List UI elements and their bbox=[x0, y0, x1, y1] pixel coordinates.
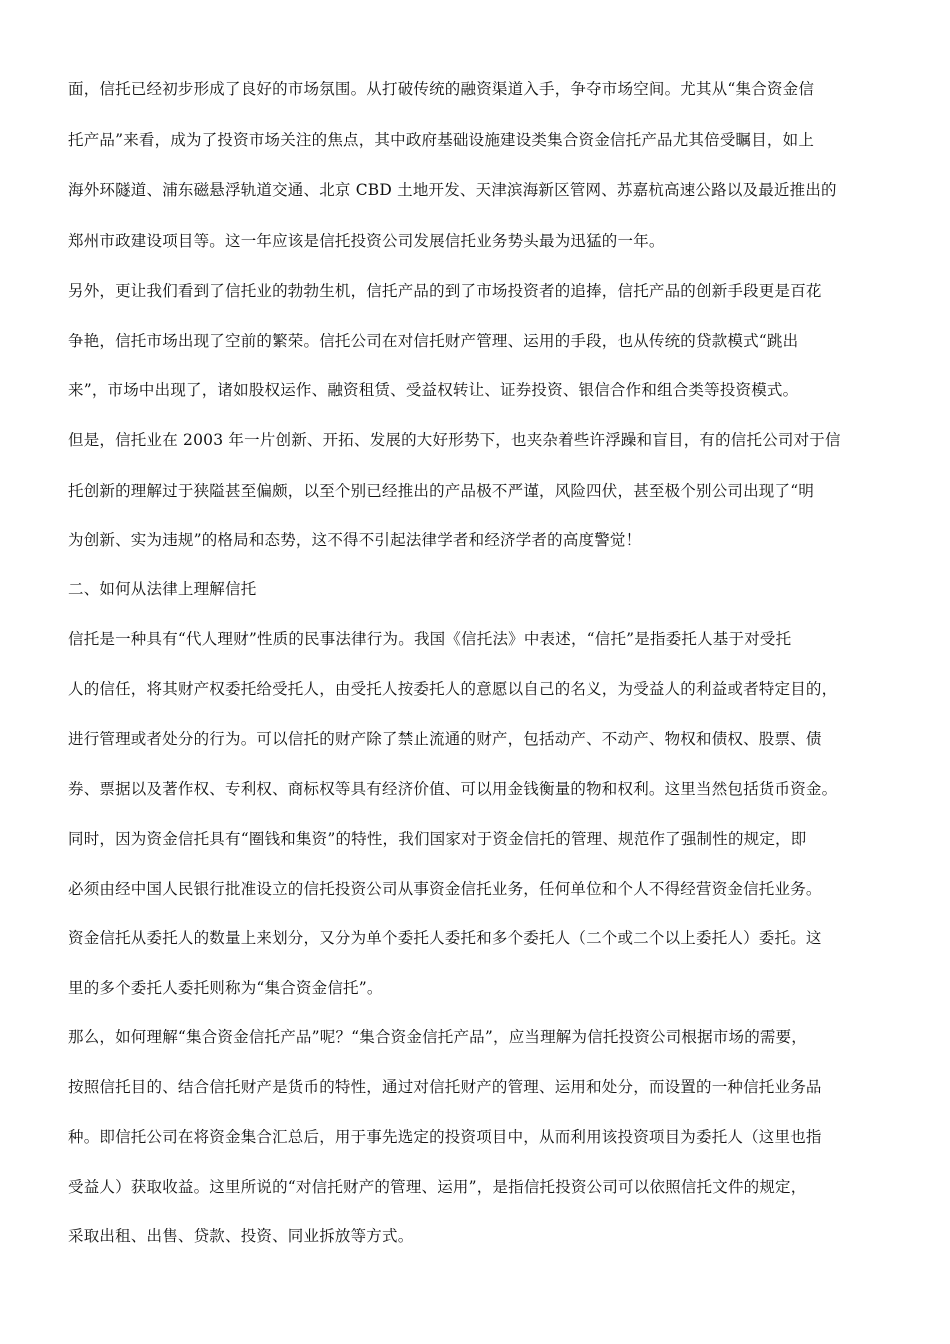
text-line: 为创新、实为违规”的格局和态势，这不得不引起法律学者和经济学者的高度警觉！ bbox=[68, 531, 642, 549]
text-line: 种。即信托公司在将资金集合汇总后，用于事先选定的投资项目中，从而利用该投资项目为委托人（这里也指 bbox=[68, 1128, 822, 1146]
text-line: 必须由经中国人民银行批准设立的信托投资公司从事资金信托业务，任何单位和个人不得经营资金信托业务。 bbox=[68, 880, 822, 898]
text-line: 托创新的理解过于狭隘甚至偏颇，以至个别已经推出的产品极不严谨，风险四伏，甚至极个别公司出现了“明 bbox=[68, 482, 815, 500]
text-line: 郑州市政建设项目等。这一年应该是信托投资公司发展信托业务势头最为迅猛的一年。 bbox=[68, 232, 665, 250]
text-line: 但是，信托业在 2003 年一片创新、开拓、发展的大好形势下，也夹杂着些许浮躁和盲目，有的信托公司对于信 bbox=[68, 431, 841, 449]
text-line: 人的信任，将其财产权委托给受托人，由受托人按委托人的意愿以自己的名义，为受益人的利益或者特定目的， bbox=[68, 680, 838, 698]
text-line: 资金信托从委托人的数量上来划分，又分为单个委托人委托和多个委托人（二个或二个以上委托人）委托。这 bbox=[68, 929, 822, 947]
text-line: 争艳，信托市场出现了空前的繁荣。信托公司在对信托财产管理、运用的手段，也从传统的贷款模式“跳出 bbox=[68, 332, 799, 350]
text-line: 面，信托已经初步形成了良好的市场氛围。从打破传统的融资渠道入手，争夺市场空间。尤其从“集合资金信 bbox=[68, 80, 815, 98]
text-line: 进行管理或者处分的行为。可以信托的财产除了禁止流通的财产，包括动产、不动产、物权和债权、股票、债 bbox=[68, 730, 822, 748]
text-line: 信托是一种具有“代人理财”性质的民事法律行为。我国《信托法》中表述，“信托”是指委托人基于对受托 bbox=[68, 630, 792, 648]
text-line: 另外，更让我们看到了信托业的勃勃生机，信托产品的到了市场投资者的追捧，信托产品的创新手段更是百花 bbox=[68, 282, 822, 300]
section-heading: 二、如何从法律上理解信托 bbox=[68, 580, 257, 598]
text-line: 里的多个委托人委托则称为“集合资金信托”。 bbox=[68, 979, 383, 997]
text-line: 那么，如何理解“集合资金信托产品”呢？“集合资金信托产品”，应当理解为信托投资公司根据市场的需要， bbox=[68, 1028, 807, 1046]
text-line: 受益人）获取收益。这里所说的“对信托财产的管理、运用”，是指信托投资公司可以依照信托文件的规定， bbox=[68, 1178, 807, 1196]
text-line: 券、票据以及著作权、专利权、商标权等具有经济价值、可以用金钱衡量的物和权利。这里当然包括货币资金。 bbox=[68, 780, 838, 798]
text-line: 托产品”来看，成为了投资市场关注的焦点，其中政府基础设施建设类集合资金信托产品尤其倍受瞩目，如上 bbox=[68, 131, 815, 149]
text-line: 同时，因为资金信托具有“圈钱和集资”的特性，我们国家对于资金信托的管理、规范作了强制性的规定，即 bbox=[68, 830, 807, 848]
text-line: 按照信托目的、结合信托财产是货币的特性，通过对信托财产的管理、运用和处分，而设置的一种信托业务品 bbox=[68, 1078, 822, 1096]
text-line: 海外环隧道、浦东磁悬浮轨道交通、北京 CBD 土地开发、天津滨海新区管网、苏嘉杭高速公路以及最近推出的 bbox=[68, 181, 837, 199]
text-line: 来”，市场中出现了，诸如股权运作、融资租赁、受益权转让、证券投资、银信合作和组合类等投资模式。 bbox=[68, 381, 799, 399]
text-line: 采取出租、出售、贷款、投资、同业拆放等方式。 bbox=[68, 1227, 414, 1245]
